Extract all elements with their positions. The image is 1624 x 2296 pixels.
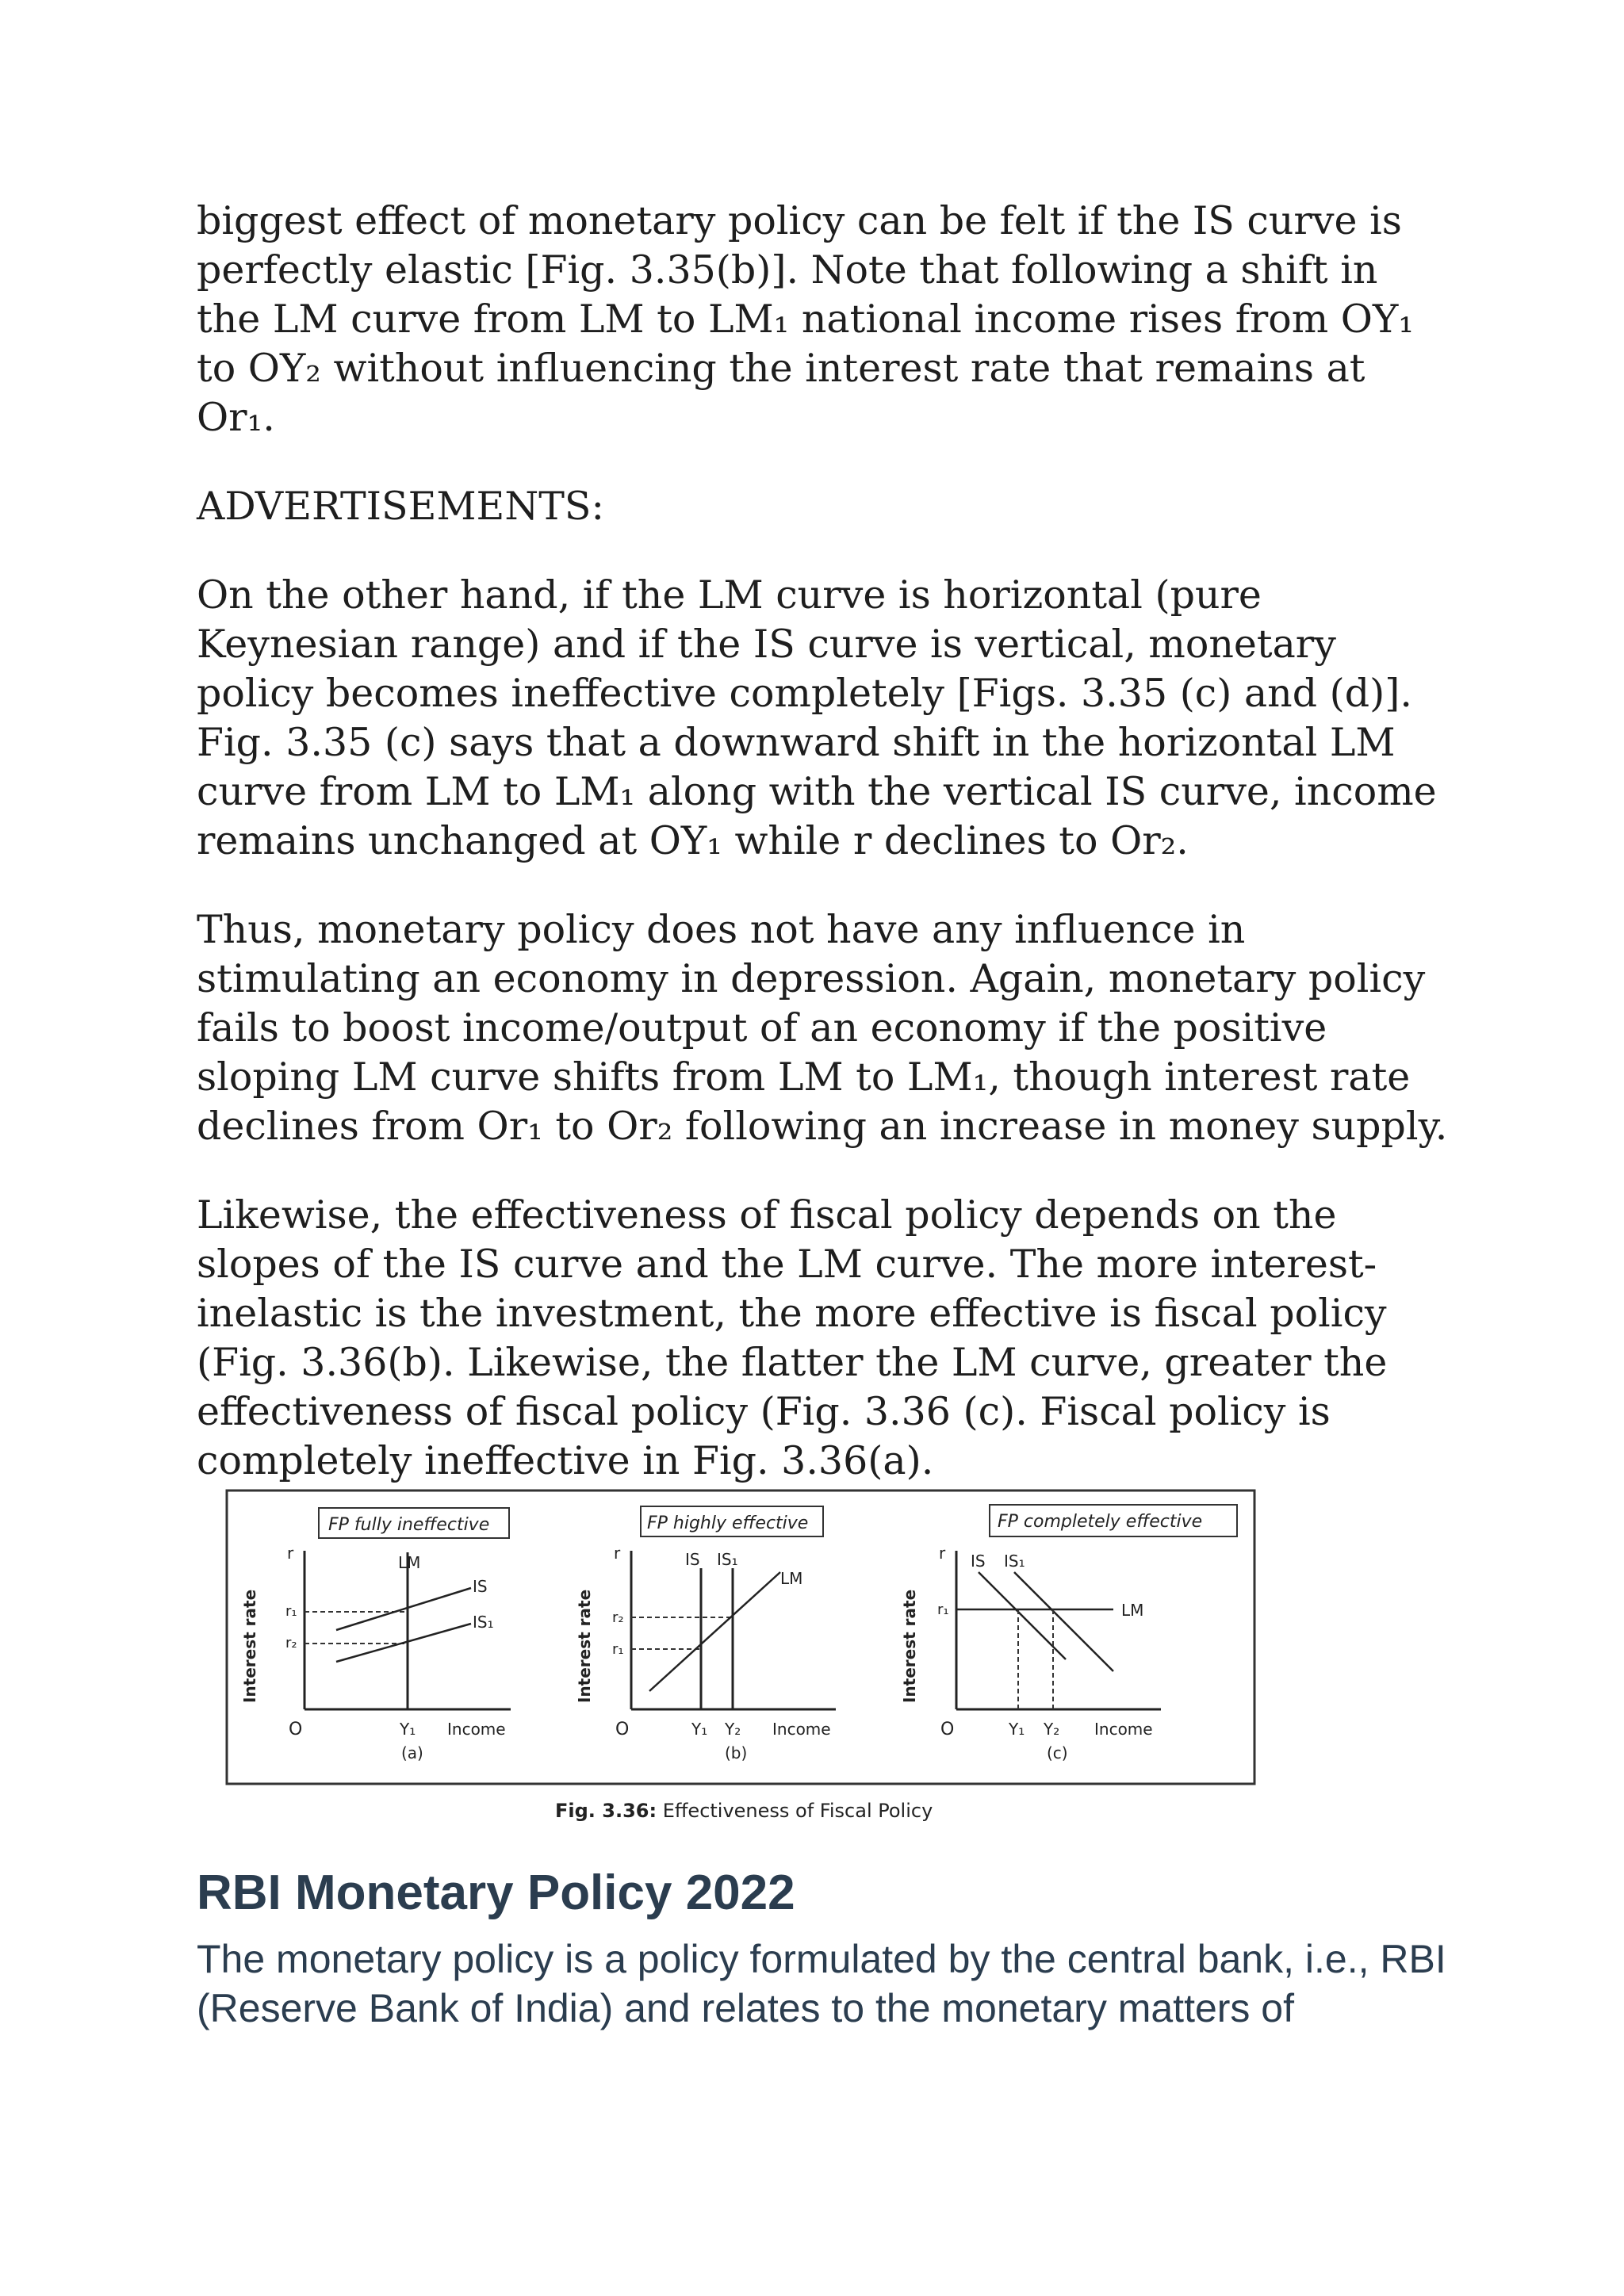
advertisements-label: ADVERTISEMENTS: xyxy=(197,484,604,529)
panel-c-y1: Y₁ xyxy=(1009,1720,1025,1739)
panel-a-r1: r₁ xyxy=(285,1603,297,1620)
fiscal-policy-figure xyxy=(225,1489,1256,1798)
panel-b-y1: Y₁ xyxy=(691,1720,708,1739)
panel-c-is-label: IS xyxy=(971,1552,986,1571)
panel-b-ylabel: Interest rate xyxy=(575,1589,594,1703)
paragraph-3: Thus, monetary policy does not have any influence in stimulating an economy in depression. Again, monetary policy fails to boost income/output of an economy if the positive sloping LM curve shifts from LM to LM₁, though interest rate declines from Or₁ to Or₂ following an increase in money supply. xyxy=(197,907,1448,1149)
panel-c-ylabel: Interest rate xyxy=(900,1589,919,1703)
figure-caption-number: Fig. 3.36: xyxy=(555,1800,657,1822)
panel-a-r-label: r xyxy=(287,1544,294,1563)
section-heading: RBI Monetary Policy 2022 xyxy=(197,1866,795,1920)
paragraph-1: biggest effect of monetary policy can be felt if the IS curve is perfectly elastic [Fig. 3.35(b)]. Note that following a shift in the LM curve from LM to LM₁ national income rises from OY₁ to OY₂ without influencing the interest rate that remains at Or₁. xyxy=(197,198,1414,440)
panel-b-y2: Y₂ xyxy=(725,1720,741,1739)
panel-b-title: FP highly effective xyxy=(647,1513,809,1533)
panel-c-is1-label: IS₁ xyxy=(1004,1552,1025,1571)
panel-a-title: FP fully ineffective xyxy=(328,1515,490,1535)
panel-a-ylabel: Interest rate xyxy=(240,1589,259,1703)
panel-a-y1: Y₁ xyxy=(400,1720,416,1739)
article-body xyxy=(197,197,1450,1525)
panel-c-xlabel: Income xyxy=(1094,1720,1153,1739)
panel-b-xlabel: Income xyxy=(772,1720,831,1739)
panel-c-r-label: r xyxy=(939,1544,946,1563)
panel-c-y2: Y₂ xyxy=(1044,1720,1060,1739)
panel-c-r1: r₁ xyxy=(937,1601,949,1618)
panel-a-lm-label: LM xyxy=(398,1553,421,1572)
panel-c-origin: O xyxy=(940,1720,955,1739)
panel-a-origin: O xyxy=(289,1720,303,1739)
panel-b-is-label: IS xyxy=(685,1550,700,1569)
panel-a-r2: r₂ xyxy=(285,1635,297,1651)
panel-a-is1-label: IS₁ xyxy=(473,1613,494,1632)
panel-b-sub: (b) xyxy=(725,1743,748,1762)
panel-c-title: FP completely effective xyxy=(998,1512,1203,1532)
panel-b-r2: r₂ xyxy=(612,1609,624,1626)
panel-b-r1: r₁ xyxy=(612,1641,624,1658)
panel-c-sub: (c) xyxy=(1047,1743,1068,1762)
paragraph-2: On the other hand, if the LM curve is horizontal (pure Keynesian range) and if the IS curve is vertical, monetary policy becomes ineffective completely [Figs. 3.35 (c) and (d)]. Fig. 3.35 (c) says that a downward shift in the horizontal LM curve from LM to LM₁ along with the vertical IS curve, income remains unchanged at OY₁ while r declines to Or₂. xyxy=(197,572,1437,863)
panel-c-lm-label: LM xyxy=(1121,1601,1144,1620)
panel-a-sub: (a) xyxy=(401,1743,423,1762)
figure-caption-text: Effectiveness of Fiscal Policy xyxy=(657,1800,933,1822)
panel-b-r-label: r xyxy=(614,1544,621,1563)
paragraph-4: Likewise, the effectiveness of fiscal policy depends on the slopes of the IS curve and the LM curve. The more interest-inelastic is the investment, the more effective is fiscal policy (Fig. 3.36(b). Likewise, the flatter the LM curve, greater the effectiveness of fiscal policy (Fig. 3.36 (c). Fiscal policy is completely ineffective in Fig. 3.36(a). xyxy=(197,1192,1388,1483)
panel-b-is1-label: IS₁ xyxy=(717,1550,738,1569)
figure-caption xyxy=(555,1800,933,1822)
panel-a-xlabel: Income xyxy=(447,1720,506,1739)
panel-b-origin: O xyxy=(615,1720,630,1739)
panel-a-is-label: IS xyxy=(473,1577,488,1596)
figure-svg xyxy=(225,1489,1256,1798)
section-body: The monetary policy is a policy formulated by the central bank, i.e., RBI (Reserve Bank of India) and relates to the monetary matters of xyxy=(197,1937,1446,2030)
panel-b-lm-label: LM xyxy=(780,1569,803,1588)
